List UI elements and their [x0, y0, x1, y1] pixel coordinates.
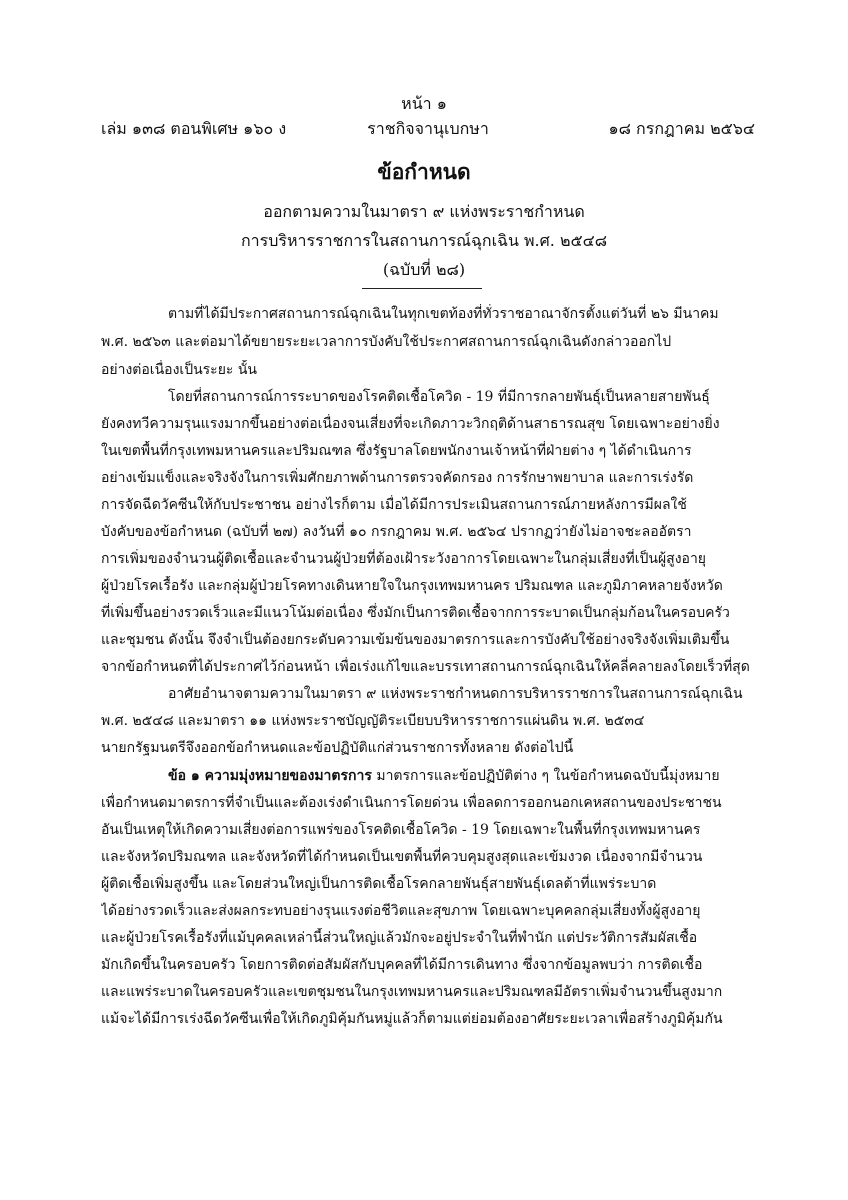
body-line: ยังคงทวีความรุนแรงมากขึ้นอย่างต่อเนื่องจนเสี่ยงที่จะเกิดภาวะวิกฤติด้านสาธารณสุข โดยเฉพาะอย่างยิ่ง	[101, 416, 720, 432]
body-line: และชุมชน ดังนั้น จึงจำเป็นต้องยกระดับความเข้มข้นของมาตรการและการบังคับใช้อย่างจริงจังเพิ่มเติมขึ้น	[101, 632, 730, 648]
body-line: อย่างเข้มแข็งและจริงจังในการเพิ่มศักยภาพด้านการตรวจคัดกรอง การรักษาพยาบาล และการเร่งรัด	[101, 470, 694, 486]
title-divider	[362, 288, 482, 289]
publication-name: ราชกิจจานุเบกษา	[367, 119, 489, 138]
body-line: นายกรัฐมนตรีจึงออกข้อกำหนดและข้อปฏิบัติแก่ส่วนราชการทั้งหลาย ดังต่อไปนี้	[101, 740, 574, 756]
body-line: อาศัยอำนาจตามความในมาตรา ๙ แห่งพระราชกำหนดการบริหารราชการในสถานการณ์ฉุกเฉิน	[168, 686, 743, 702]
body-line: เพื่อกำหนดมาตรการที่จำเป็นและต้องเร่งดำเนินการโดยด่วน เพื่อลดการออกนอกเคหสถานของประชาชน	[101, 795, 722, 811]
subtitle-line-3: (ฉบับที่ ๒๘)	[382, 260, 466, 279]
body-line: ที่เพิ่มขึ้นอย่างรวดเร็วและมีแนวโน้มต่อเนื่อง ซึ่งมักเป็นการติดเชื้อจากการระบาดเป็นกลุ่มก้อนในครอบครัว	[101, 605, 730, 621]
body-line: อันเป็นเหตุให้เกิดความเสี่ยงต่อการแพร่ของโรคติดเชื้อโควิด - 19 โดยเฉพาะในพื้นที่กรุงเทพมหานคร	[101, 822, 701, 838]
page-number: หน้า ๑	[401, 94, 447, 113]
body-line: บังคับของข้อกำหนด (ฉบับที่ ๒๗) ลงวันที่ ๑๐ กรกฎาคม พ.ศ. ๒๕๖๔ ปรากฏว่ายังไม่อาจชะลออัตรา	[101, 524, 692, 540]
clause-1-intro: มาตรการและข้อปฏิบัติต่าง ๆ ในข้อกำหนดฉบับนี้มุ่งหมาย	[371, 768, 720, 784]
document-title: ข้อกำหนด	[377, 159, 471, 184]
body-line: การเพิ่มของจำนวนผู้ติดเชื้อและจำนวนผู้ป่วยที่ต้องเฝ้าระวังอาการโดยเฉพาะในกลุ่มเสี่ยงที่เป็นผู้สูงอายุ	[101, 551, 707, 567]
subtitle-line-2: การบริหารราชการในสถานการณ์ฉุกเฉิน พ.ศ. ๒๕๔๘	[240, 231, 608, 250]
body-line: ผู้ติดเชื้อเพิ่มสูงขึ้น และโดยส่วนใหญ่เป็นการติดเชื้อโรคกลายพันธุ์สายพันธุ์เดลต้าที่แพร่ระบาด	[101, 876, 657, 892]
clause-1-first-line	[168, 766, 755, 786]
body-line: แม้จะได้มีการเร่งฉีดวัคซีนเพื่อให้เกิดภูมิคุ้มกันหมู่แล้วก็ตามแต่ย่อมต้องอาศัยระยะเวลาเพื่อสร้างภูมิคุ้มกัน	[101, 1011, 723, 1027]
body-line: การจัดฉีดวัคซีนให้กับประชาชน อย่างไรก็ตาม เมื่อได้มีการประเมินสถานการณ์ภายหลังการมีผลใช้	[101, 497, 687, 513]
body-line: มักเกิดขึ้นในครอบครัว โดยการติดต่อสัมผัสกับบุคคลที่ได้มีการเดินทาง ซึ่งจากข้อมูลพบว่า การติดเชื้อ	[101, 957, 703, 973]
volume-info: เล่ม ๑๓๘ ตอนพิเศษ ๑๖๐ ง	[101, 119, 287, 138]
body-line: และผู้ป่วยโรคเรื้อรังที่แม้บุคคลเหล่านี้ส่วนใหญ่แล้วมักจะอยู่ประจำในที่พำนัก แต่ประวัติการสัมผัสเชื้อ	[101, 930, 698, 946]
body-line: ได้อย่างรวดเร็วและส่งผลกระทบอย่างรุนแรงต่อชีวิตและสุขภาพ โดยเฉพาะบุคคลกลุ่มเสี่ยงทั้งผู้สูงอายุ	[101, 903, 701, 919]
gazette-header	[101, 117, 755, 141]
body-line: โดยที่สถานการณ์การระบาดของโรคติดเชื้อโควิด - 19 ที่มีการกลายพันธุ์เป็นหลายสายพันธุ์	[168, 389, 710, 405]
clause-1-heading: ข้อ ๑ ความมุ่งหมายของมาตรการ	[168, 768, 372, 784]
body-line: ผู้ป่วยโรคเรื้อรัง และกลุ่มผู้ป่วยโรคทางเดินหายใจในกรุงเทพมหานคร ปริมณฑล และภูมิภาคหลายจังหวัด	[101, 578, 723, 594]
subtitle-line-1: ออกตามความในมาตรา ๙ แห่งพระราชกำหนด	[263, 202, 585, 221]
body-line: พ.ศ. ๒๕๔๘ และมาตรา ๑๑ แห่งพระราชบัญญัติระเบียบบริหารราชการแผ่นดิน พ.ศ. ๒๕๓๔	[101, 713, 645, 729]
body-line: อย่างต่อเนื่องเป็นระยะ นั้น	[101, 362, 258, 378]
body-line: ในเขตพื้นที่กรุงเทพมหานครและปริมณฑล ซึ่งรัฐบาลโดยพนักงานเจ้าหน้าที่ฝ่ายต่าง ๆ ได้ดำเนินการ	[101, 443, 692, 459]
publication-date: ๑๘ กรกฎาคม ๒๕๖๔	[608, 119, 755, 138]
body-line: และจังหวัดปริมณฑล และจังหวัดที่ได้กำหนดเป็นเขตพื้นที่ควบคุมสูงสุดและเข้มงวด เนื่องจากมีจำนวน	[101, 849, 703, 865]
body-line: ตามที่ได้มีประกาศสถานการณ์ฉุกเฉินในทุกเขตท้องที่ทั่วราชอาณาจักรตั้งแต่วันที่ ๒๖ มีนาคม	[168, 306, 719, 322]
body-line: และแพร่ระบาดในครอบครัวและเขตชุมชนในกรุงเทพมหานครและปริมณฑลมีอัตราเพิ่มจำนวนขึ้นสูงมาก	[101, 984, 723, 1000]
body-line: จากข้อกำหนดที่ได้ประกาศไว้ก่อนหน้า เพื่อเร่งแก้ไขและบรรเทาสถานการณ์ฉุกเฉินให้คลี่คลายลงโดยเร็วที่สุด	[101, 659, 750, 675]
body-line: พ.ศ. ๒๕๖๓ และต่อมาได้ขยายระยะเวลาการบังคับใช้ประกาศสถานการณ์ฉุกเฉินดังกล่าวออกไป	[101, 334, 672, 350]
